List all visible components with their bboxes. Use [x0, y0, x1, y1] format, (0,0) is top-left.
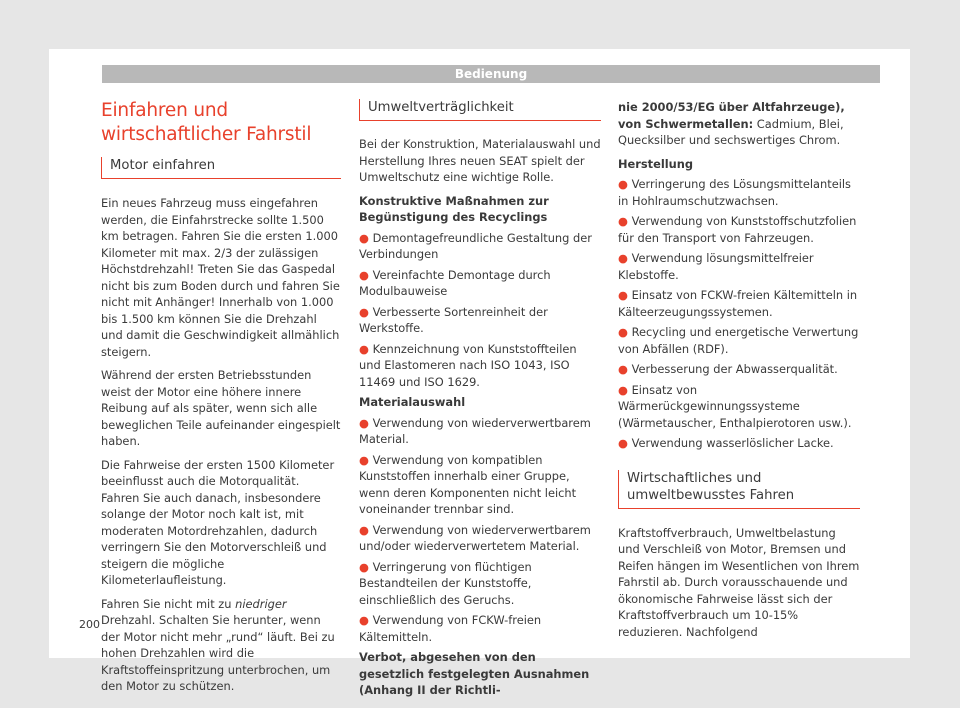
list-item [359, 230, 601, 263]
list-item [359, 341, 601, 391]
bullet-list [618, 176, 860, 452]
list-item [359, 559, 601, 609]
bullet-list [359, 230, 601, 391]
bullet-icon: ● [618, 325, 632, 339]
list-item [618, 435, 860, 452]
list-item-text: Verringerung von flüchtigen Bestandteilen der Kunststoffe, einschließlich des Geruchs. [359, 559, 532, 607]
list-item [618, 324, 860, 357]
bullet-icon: ● [618, 251, 632, 265]
page-number: 200 [79, 618, 100, 631]
list-item-text: Verwendung wasserlöslicher Lacke. [631, 436, 834, 450]
section-heading-wirtschaftlich: Wirtschaftliches und umweltbewusstes Fahren [618, 470, 860, 509]
column-middle [359, 99, 601, 703]
bullet-icon: ● [618, 177, 632, 191]
list-item-text: Verwendung von Kunststoffschutzfolien für den Transport von Fahrzeugen. [618, 214, 857, 245]
list-item [618, 361, 860, 378]
list-item-text: Kennzeichnung von Kunststoffteilen und Elastomeren nach ISO 1043, ISO 11469 und ISO 1629. [359, 341, 577, 389]
bullet-icon: ● [359, 452, 373, 467]
list-item-text: Vereinfachte Demontage durch Modulbauweise [359, 267, 551, 298]
subheading: Konstruktive Maßnahmen zur Begünstigung des Recyclings [359, 193, 549, 224]
list-item-text: Demontagefreundliche Gestaltung der Verbindungen [359, 230, 592, 261]
bullet-icon: ● [618, 382, 632, 397]
manual-page [49, 49, 910, 697]
list-item [359, 452, 601, 518]
section-heading-motor: Motor einfahren [101, 157, 341, 179]
list-item-text: Verwendung von FCKW-freien Kältemitteln. [359, 613, 542, 644]
paragraph: Während der ersten Betriebsstunden weist der Motor eine höhere innere Reibung auf als später, wenn sich alle beweglichen Teile aufeinander eingespielt haben. [101, 368, 341, 448]
bullet-icon: ● [359, 304, 373, 319]
emphasis: niedriger [235, 596, 287, 611]
page-title: Einfahren und wirtschaftlicher Fahrstil [101, 100, 312, 145]
bullet-icon: ● [618, 362, 632, 376]
column-left [101, 99, 341, 702]
list-item-text: Einsatz von FCKW-freien Kältemitteln in Kälteerzeugungssystemen. [618, 288, 858, 319]
list-item [618, 250, 860, 283]
text-run: Fahren Sie nicht mit zu [101, 596, 236, 611]
bullet-icon: ● [359, 522, 373, 537]
list-item [618, 382, 860, 432]
list-item-text: Verbesserte Sortenreinheit der Werkstoffe. [359, 304, 548, 335]
list-item [359, 304, 601, 337]
paragraph: Die Fahrweise der ersten 1500 Kilometer beeinflusst auch die Motorqualität. Fahren Sie auch danach, insbesondere solange der Motor noch kalt ist, mit moderaten Motordrehzahlen, dadurch verringern Sie den Motorverschleiß und steigern die mögliche Kilometerlaufleistung. [101, 457, 335, 587]
paragraph: Ein neues Fahrzeug muss eingefahren werden, die Einfahrstrecke sollte 1.500 km betragen. Fahren Sie die ersten 1.000 Kilometer mit max. 2/3 der zulässigen Höchstdrehzahl! Treten Sie das Gaspedal nicht bis zum Boden durch und fahren Sie nicht mit Anhänger! Innerhalb von 1.000 bis 1.500 km können Sie die Drehzahl und damit die Geschwindigkeit allmählich steigern. [101, 196, 340, 359]
paragraph [101, 596, 341, 695]
list-item-text: Verwendung von wiederverwertbarem Material. [359, 415, 591, 446]
list-item [618, 176, 860, 209]
bold-paragraph: Verbot, abgesehen von den gesetzlich festgelegten Ausnahmen (Anhang II der Richtli- [359, 650, 590, 697]
list-item [359, 415, 601, 448]
list-item-text: Verbesserung der Abwasserqualität. [631, 362, 838, 376]
bullet-icon: ● [359, 341, 373, 356]
list-item [359, 612, 601, 645]
bullet-icon: ● [359, 267, 373, 282]
text-run: Cadmium, Blei, Quecksilber und sechswertiges Chrom. [618, 116, 844, 147]
list-item-text: Verwendung von kompatiblen Kunststoffen innerhalb einer Gruppe, wenn deren Komponenten nicht leicht voneinander trennbar sind. [359, 452, 577, 516]
list-item [359, 267, 601, 300]
list-item-text: Verwendung lösungsmittelfreier Klebstoffe. [618, 251, 814, 282]
list-item-text: Verwendung von wiederverwertbarem und/oder wiederverwertetem Material. [359, 522, 591, 553]
list-item [618, 213, 860, 246]
list-item [359, 522, 601, 555]
paragraph [618, 99, 860, 149]
list-item-text: Einsatz von Wärmerückgewinnungssysteme (Wärmetauscher, Enthalpierotoren usw.). [618, 382, 852, 430]
bullet-icon: ● [618, 436, 632, 450]
paragraph: Kraftstoffverbrauch, Umweltbelastung und Verschleiß von Motor, Bremsen und Reifen hängen im Wesentlichen von Ihrem Fahrstil ab. Durch vorausschauende und ökonomische Fahrweise lässt sich der Kraftstoffverbrauch um 10-15% reduzieren. Nachfolgend [618, 525, 860, 639]
section-heading-umwelt: Umweltverträglichkeit [359, 99, 601, 121]
bullet-icon: ● [618, 288, 632, 302]
list-item-text: Verringerung des Lösungsmittelanteils in Hohlraumschutzwachsen. [618, 177, 851, 208]
subheading: Herstellung [618, 156, 694, 171]
paragraph: Bei der Konstruktion, Materialauswahl und Herstellung Ihres neuen SEAT spielt der Umweltschutz eine wichtige Rolle. [359, 137, 601, 184]
column-right [618, 99, 860, 647]
text-run: Drehzahl. Schalten Sie herunter, wenn der Motor nicht mehr „rund“ läuft. Bei zu hohen Drehzahlen wird die Kraftstoffeinspritzung unterbrochen, um den Motor zu schützen. [101, 613, 335, 693]
bullet-icon: ● [359, 415, 373, 430]
list-item [618, 287, 860, 320]
chapter-header: Bedienung [102, 65, 880, 83]
bold-text: nie 2000/53/EG über Altfahrzeuge), von Schwermetallen: [618, 100, 845, 131]
subheading: Materialauswahl [359, 395, 466, 409]
bullet-icon: ● [618, 214, 632, 228]
bullet-icon: ● [359, 559, 373, 574]
bullet-list [359, 415, 601, 646]
bullet-icon: ● [359, 230, 373, 245]
list-item-text: Recycling und energetische Verwertung von Abfällen (RDF). [618, 325, 859, 356]
bullet-icon: ● [359, 613, 373, 627]
